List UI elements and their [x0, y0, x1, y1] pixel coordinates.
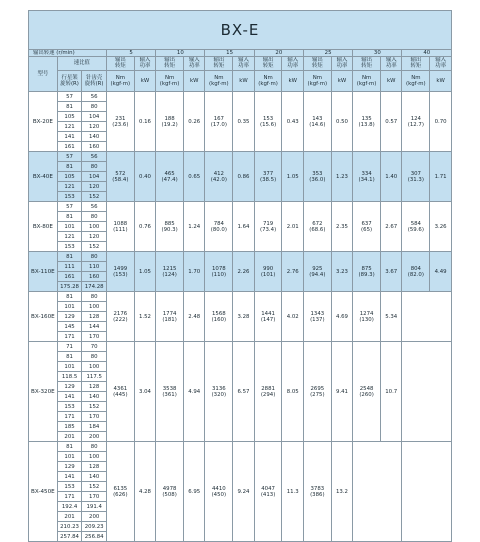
- ratio-right-cell: 152: [82, 242, 107, 252]
- ratio-right-cell: 110: [82, 262, 107, 272]
- torque-cell: 1499 (153): [106, 252, 134, 292]
- torque-header: 输出 转矩: [353, 57, 381, 70]
- torque-cell: 143 (14.6): [303, 92, 331, 152]
- ratio-right-cell: 104: [82, 112, 107, 122]
- power-cell: 1.52: [134, 292, 156, 342]
- torque-cell: 3136 (320): [205, 342, 233, 442]
- power-cell: 3.28: [233, 292, 255, 342]
- ratio-left-cell: 57: [57, 152, 82, 162]
- power-cell: 2.48: [183, 292, 205, 342]
- torque-header: 输出 转矩: [205, 57, 233, 70]
- ratio-right-cell: 140: [82, 392, 107, 402]
- power-cell: 13.2: [331, 442, 353, 542]
- speed-label: 输出转速 (r/min): [29, 50, 107, 57]
- torque-cell: 1215 (124): [156, 252, 184, 292]
- power-cell: 0.70: [430, 92, 452, 152]
- power-cell: 0.65: [183, 152, 205, 202]
- ratio-right-cell: 56: [82, 92, 107, 102]
- ratio-right-cell: 56: [82, 202, 107, 212]
- ratio-right-cell: 191.4: [82, 502, 107, 512]
- power-cell: 10.7: [380, 342, 402, 442]
- torque-cell: 1274 (130): [353, 292, 381, 342]
- ratio-left-cell: 71: [57, 342, 82, 352]
- power-cell: 2.67: [380, 202, 402, 252]
- torque-cell: 124 (12.7): [402, 92, 430, 152]
- ratio-right-cell: 120: [82, 182, 107, 192]
- ratio-right-cell: 170: [82, 412, 107, 422]
- ratio-left-cell: 129: [57, 382, 82, 392]
- ratio-left-cell: 185: [57, 422, 82, 432]
- ratio-left-cell: 210.23: [57, 522, 82, 532]
- torque-cell: 990 (101): [254, 252, 282, 292]
- power-cell: 6.57: [233, 342, 255, 442]
- model-cell: BX-450E: [29, 442, 58, 542]
- torque-cell: 167 (17.0): [205, 92, 233, 152]
- ratio-right-cell: 80: [82, 292, 107, 302]
- table-row: [29, 342, 452, 352]
- ratio-left-cell: 141: [57, 132, 82, 142]
- ratio-left-cell: 57: [57, 92, 82, 102]
- torque-cell: 875 (89.3): [353, 252, 381, 292]
- ratio-left-cell: 101: [57, 302, 82, 312]
- torque-cell: 377 (38.5): [254, 152, 282, 202]
- speed-header-1: 10: [156, 50, 205, 57]
- power-cell: 4.94: [183, 342, 205, 442]
- ratio-left-cell: 118.5: [57, 372, 82, 382]
- ratio-right-cell: 128: [82, 382, 107, 392]
- ratio-right-cell: 256.84: [82, 532, 107, 542]
- ratio-left-cell: 201: [57, 512, 82, 522]
- ratio-left-cell: 121: [57, 232, 82, 242]
- ratio-right-cell: 70: [82, 342, 107, 352]
- ratio-right-cell: 152: [82, 402, 107, 412]
- ratio-left-cell: 81: [57, 252, 82, 262]
- power-cell: 0.16: [134, 92, 156, 152]
- ratio-right-cell: 128: [82, 312, 107, 322]
- torque-header: 输出 转矩: [254, 57, 282, 70]
- ratio-right-header: 针齿壳 旋转(R): [82, 70, 107, 92]
- ratio-left-cell: 101: [57, 362, 82, 372]
- model-cell: BX-40E: [29, 152, 58, 202]
- ratio-right-cell: 160: [82, 272, 107, 282]
- power-unit: kW: [430, 70, 452, 92]
- power-header: 输入 功率: [282, 57, 304, 70]
- model-cell: BX-320E: [29, 342, 58, 442]
- power-cell: 11.3: [282, 442, 304, 542]
- power-cell: 2.26: [233, 252, 255, 292]
- ratio-left-cell: 101: [57, 452, 82, 462]
- ratio-right-cell: 174.28: [82, 282, 107, 292]
- torque-cell: 1568 (160): [205, 292, 233, 342]
- ratio-left-cell: 257.84: [57, 532, 82, 542]
- ratio-left-cell: 81: [57, 352, 82, 362]
- ratio-left-cell: 145: [57, 322, 82, 332]
- torque-cell: 925 (94.4): [303, 252, 331, 292]
- ratio-right-cell: 184: [82, 422, 107, 432]
- model-cell: BX-160E: [29, 292, 58, 342]
- power-cell: 1.24: [183, 202, 205, 252]
- power-cell: 0.35: [233, 92, 255, 152]
- speed-header-6: 40: [402, 50, 452, 57]
- power-cell: 0.50: [331, 92, 353, 152]
- torque-cell: 885 (90.3): [156, 202, 184, 252]
- ratio-right-cell: 140: [82, 472, 107, 482]
- power-cell: 4.49: [430, 252, 452, 292]
- torque-cell: 719 (73.4): [254, 202, 282, 252]
- power-cell: 5.34: [380, 292, 402, 342]
- power-unit: kW: [380, 70, 402, 92]
- power-unit: kW: [331, 70, 353, 92]
- ratio-right-cell: 56: [82, 152, 107, 162]
- torque-unit: Nm (kgf·m): [402, 70, 430, 92]
- table-row: [29, 292, 452, 302]
- power-header: 输入 功率: [430, 57, 452, 70]
- ratio-right-cell: 200: [82, 432, 107, 442]
- power-unit: kW: [134, 70, 156, 92]
- torque-cell: 784 (80.0): [205, 202, 233, 252]
- torque-cell: 572 (58.4): [106, 152, 134, 202]
- torque-unit: Nm (kgf·m): [254, 70, 282, 92]
- ratio-right-cell: 120: [82, 122, 107, 132]
- torque-cell: 334 (34.1): [353, 152, 381, 202]
- ratio-left-cell: 161: [57, 272, 82, 282]
- torque-cell: 1774 (181): [156, 292, 184, 342]
- power-cell: 2.76: [282, 252, 304, 292]
- torque-cell: 2881 (294): [254, 342, 282, 442]
- ratio-right-cell: 100: [82, 222, 107, 232]
- ratio-left-cell: 105: [57, 112, 82, 122]
- torque-unit: Nm (kgf·m): [106, 70, 134, 92]
- ratio-left-cell: 153: [57, 402, 82, 412]
- power-cell: 0.43: [282, 92, 304, 152]
- ratio-right-cell: 80: [82, 102, 107, 112]
- power-cell: 1.23: [331, 152, 353, 202]
- ratio-right-cell: 100: [82, 302, 107, 312]
- speed-header-5: 30: [353, 50, 402, 57]
- power-cell: 0.40: [134, 152, 156, 202]
- power-cell: 1.40: [380, 152, 402, 202]
- empty-cell: [402, 342, 452, 442]
- ratio-right-cell: 80: [82, 252, 107, 262]
- ratio-left-cell: 201: [57, 432, 82, 442]
- ratio-right-cell: 80: [82, 162, 107, 172]
- power-cell: 1.71: [430, 152, 452, 202]
- torque-cell: 465 (47.4): [156, 152, 184, 202]
- ratio-right-cell: 160: [82, 142, 107, 152]
- ratio-right-cell: 152: [82, 482, 107, 492]
- torque-cell: 135 (13.8): [353, 92, 381, 152]
- torque-cell: 412 (42.0): [205, 152, 233, 202]
- torque-header: 输出 转矩: [402, 57, 430, 70]
- ratio-left-cell: 153: [57, 482, 82, 492]
- spec-sheet: [28, 10, 452, 542]
- power-unit: kW: [233, 70, 255, 92]
- ratio-right-cell: 170: [82, 492, 107, 502]
- ratio-right-cell: 144: [82, 322, 107, 332]
- ratio-left-cell: 153: [57, 242, 82, 252]
- empty-cell: [402, 292, 452, 342]
- power-header: 输入 功率: [331, 57, 353, 70]
- speed-header-3: 20: [254, 50, 303, 57]
- ratio-left-cell: 81: [57, 442, 82, 452]
- ratio-right-cell: 200: [82, 512, 107, 522]
- torque-cell: 231 (23.6): [106, 92, 134, 152]
- ratio-left-cell: 171: [57, 412, 82, 422]
- table-row: [29, 252, 452, 262]
- ratio-right-cell: 152: [82, 192, 107, 202]
- power-cell: 8.05: [282, 342, 304, 442]
- speed-header-0: 5: [106, 50, 155, 57]
- ratio-right-cell: 120: [82, 232, 107, 242]
- torque-unit: Nm (kgf·m): [156, 70, 184, 92]
- torque-unit: Nm (kgf·m): [353, 70, 381, 92]
- ratio-left-cell: 153: [57, 192, 82, 202]
- power-cell: 6.95: [183, 442, 205, 542]
- power-cell: 0.26: [183, 92, 205, 152]
- model-label: 型号: [29, 57, 58, 92]
- ratio-left-cell: 101: [57, 222, 82, 232]
- power-cell: 0.86: [233, 152, 255, 202]
- ratio-right-cell: 80: [82, 352, 107, 362]
- speed-header-4: 25: [303, 50, 352, 57]
- torque-cell: 804 (82.0): [402, 252, 430, 292]
- ratio-left-cell: 161: [57, 142, 82, 152]
- torque-cell: 3783 (386): [303, 442, 331, 542]
- power-unit: kW: [183, 70, 205, 92]
- power-cell: 4.69: [331, 292, 353, 342]
- torque-cell: 6135 (626): [106, 442, 134, 542]
- ratio-right-cell: 104: [82, 172, 107, 182]
- torque-cell: 4361 (445): [106, 342, 134, 442]
- ratio-left-cell: 121: [57, 122, 82, 132]
- ratio-right-cell: 128: [82, 462, 107, 472]
- torque-header: 输出 转矩: [303, 57, 331, 70]
- torque-cell: 4410 (450): [205, 442, 233, 542]
- torque-cell: 637 (65): [353, 202, 381, 252]
- power-header: 输入 功率: [233, 57, 255, 70]
- power-cell: 0.76: [134, 202, 156, 252]
- model-cell: BX-110E: [29, 252, 58, 292]
- ratio-left-cell: 121: [57, 182, 82, 192]
- torque-cell: 4047 (413): [254, 442, 282, 542]
- empty-cell: [402, 442, 452, 542]
- ratio-left-cell: 81: [57, 102, 82, 112]
- torque-cell: 2695 (275): [303, 342, 331, 442]
- torque-cell: 4978 (508): [156, 442, 184, 542]
- ratio-right-cell: 170: [82, 332, 107, 342]
- ratio-left-header: 行星架 旋转(R): [57, 70, 82, 92]
- power-cell: 3.04: [134, 342, 156, 442]
- power-cell: 4.28: [134, 442, 156, 542]
- ratio-left-cell: 81: [57, 292, 82, 302]
- power-cell: 3.23: [331, 252, 353, 292]
- ratio-right-cell: 140: [82, 132, 107, 142]
- power-cell: 1.05: [282, 152, 304, 202]
- ratio-right-cell: 80: [82, 212, 107, 222]
- torque-header: 输出 转矩: [156, 57, 184, 70]
- ratio-right-cell: 117.5: [82, 372, 107, 382]
- power-cell: 2.35: [331, 202, 353, 252]
- power-cell: 3.26: [430, 202, 452, 252]
- table-row: [29, 92, 452, 102]
- torque-cell: 1088 (111): [106, 202, 134, 252]
- table-title: BX-E: [29, 11, 452, 50]
- spec-table: [28, 10, 452, 542]
- torque-cell: 1441 (147): [254, 292, 282, 342]
- power-header: 输入 功率: [183, 57, 205, 70]
- torque-cell: 672 (68.6): [303, 202, 331, 252]
- torque-cell: 188 (19.2): [156, 92, 184, 152]
- ratio-left-cell: 175.28: [57, 282, 82, 292]
- ratio-right-cell: 80: [82, 442, 107, 452]
- ratio-left-cell: 171: [57, 332, 82, 342]
- power-header: 输入 功率: [380, 57, 402, 70]
- torque-cell: 307 (31.3): [402, 152, 430, 202]
- torque-unit: Nm (kgf·m): [303, 70, 331, 92]
- torque-header: 输出 转矩: [106, 57, 134, 70]
- power-cell: 2.01: [282, 202, 304, 252]
- power-header: 输入 功率: [134, 57, 156, 70]
- ratio-left-cell: 171: [57, 492, 82, 502]
- power-cell: 4.02: [282, 292, 304, 342]
- ratio-left-cell: 105: [57, 172, 82, 182]
- ratio-label: 速比值: [57, 57, 106, 70]
- power-cell: 0.57: [380, 92, 402, 152]
- torque-cell: 353 (36.0): [303, 152, 331, 202]
- power-cell: 1.05: [134, 252, 156, 292]
- ratio-left-cell: 81: [57, 162, 82, 172]
- ratio-right-cell: 209.23: [82, 522, 107, 532]
- torque-unit: Nm (kgf·m): [205, 70, 233, 92]
- ratio-left-cell: 81: [57, 212, 82, 222]
- empty-cell: [353, 442, 402, 542]
- torque-cell: 1343 (137): [303, 292, 331, 342]
- torque-cell: 584 (59.6): [402, 202, 430, 252]
- table-row: [29, 202, 452, 212]
- ratio-right-cell: 100: [82, 362, 107, 372]
- power-cell: 3.67: [380, 252, 402, 292]
- ratio-left-cell: 141: [57, 472, 82, 482]
- table-row: [29, 442, 452, 452]
- speed-header-2: 15: [205, 50, 254, 57]
- power-cell: 9.24: [233, 442, 255, 542]
- ratio-left-cell: 57: [57, 202, 82, 212]
- model-cell: BX-80E: [29, 202, 58, 252]
- power-cell: 9.41: [331, 342, 353, 442]
- ratio-left-cell: 192.4: [57, 502, 82, 512]
- ratio-left-cell: 141: [57, 392, 82, 402]
- power-cell: 1.70: [183, 252, 205, 292]
- ratio-right-cell: 100: [82, 452, 107, 462]
- torque-cell: 3538 (361): [156, 342, 184, 442]
- torque-cell: 2548 (260): [353, 342, 381, 442]
- table-row: [29, 152, 452, 162]
- power-unit: kW: [282, 70, 304, 92]
- ratio-left-cell: 129: [57, 462, 82, 472]
- torque-cell: 153 (15.6): [254, 92, 282, 152]
- torque-cell: 2176 (222): [106, 292, 134, 342]
- ratio-left-cell: 111: [57, 262, 82, 272]
- model-cell: BX-20E: [29, 92, 58, 152]
- ratio-left-cell: 129: [57, 312, 82, 322]
- torque-cell: 1078 (110): [205, 252, 233, 292]
- power-cell: 1.64: [233, 202, 255, 252]
